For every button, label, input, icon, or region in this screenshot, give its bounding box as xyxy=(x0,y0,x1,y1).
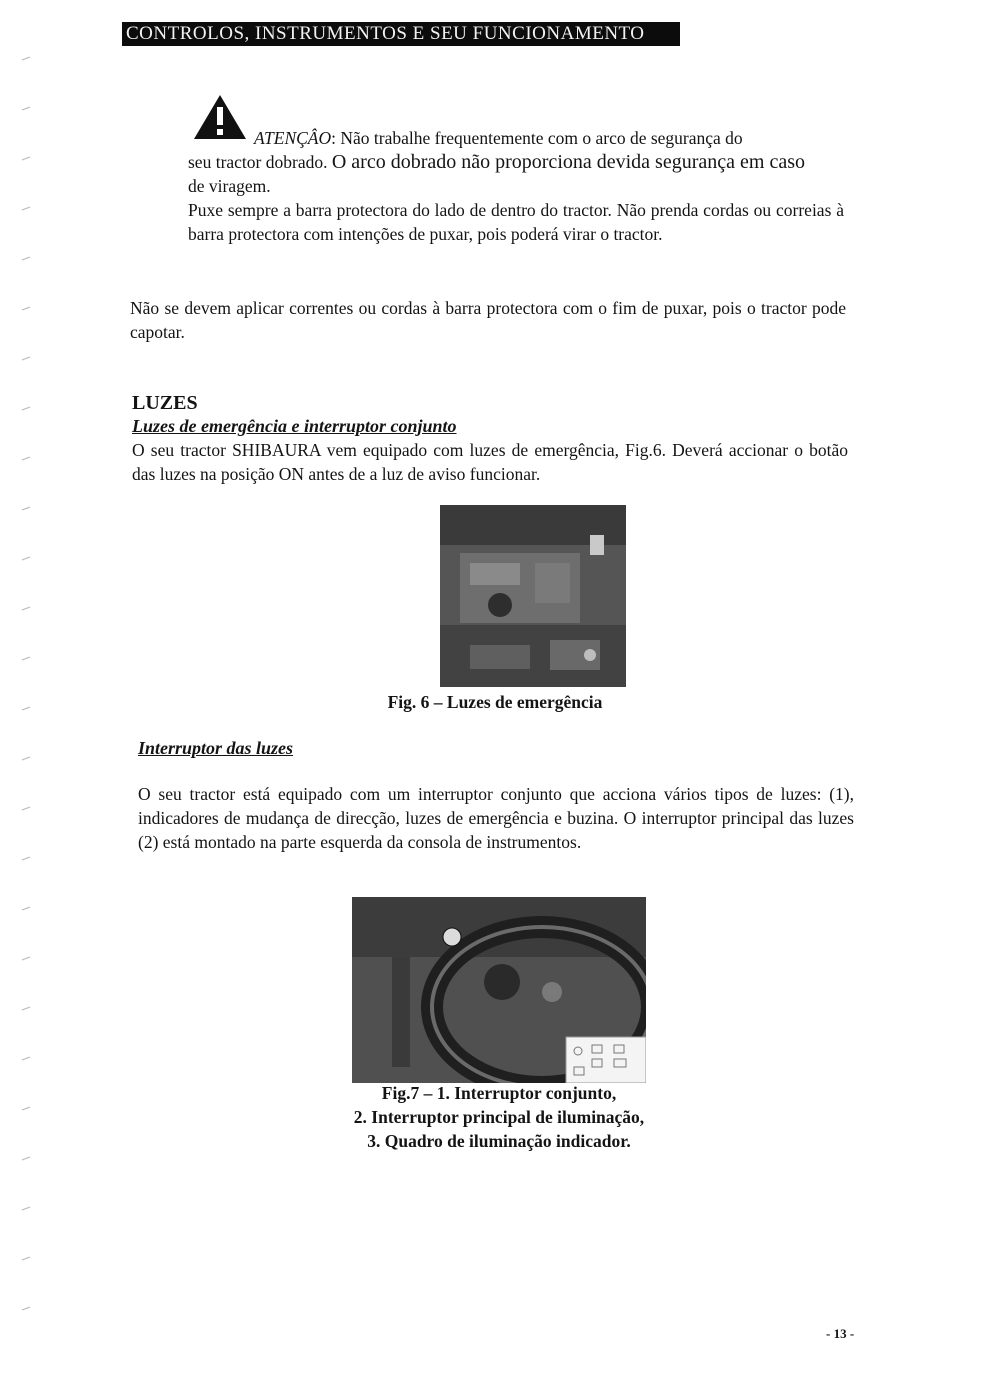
subsection-title: Interruptor das luzes xyxy=(138,738,294,758)
fig7-photo xyxy=(352,897,646,1083)
note-paragraph: Não se devem aplicar correntes ou cordas à barra protectora com o fim de puxar, pois o tractor pode capotar. xyxy=(130,298,846,342)
page-header-title: CONTROLOS, INSTRUMENTOS E SEU FUNCIONAMENTO xyxy=(122,22,680,46)
warning-triangle-icon xyxy=(192,93,248,143)
fig6-photo xyxy=(440,505,626,687)
section-title: LUZES xyxy=(132,392,198,414)
warning-label: ATENÇÂO xyxy=(254,128,332,148)
fig7-caption-line-3: 3. Quadro de iluminação indicador. xyxy=(367,1131,631,1151)
fig7-caption-line-1: Fig.7 – 1. Interruptor conjunto, xyxy=(381,1083,617,1103)
warning-line-2b: O arco dobrado não proporciona devida segurança em caso xyxy=(331,151,805,173)
warning-paragraph-2: Puxe sempre a barra protectora do lado de dentro do tractor. Não prenda cordas ou correias à barra protectora com intenções de puxar, pois poderá virar o tractor. xyxy=(188,200,844,244)
section-subheading: Luzes de emergência e interruptor conjunto xyxy=(132,416,457,436)
scan-edge-marks xyxy=(12,40,42,1360)
warning-body xyxy=(188,150,844,246)
warning-line-1-text: : Não trabalhe frequentemente com o arco de segurança do xyxy=(331,128,743,148)
fig7-caption xyxy=(300,1081,698,1153)
warning-line-3: de viragem. xyxy=(188,176,271,196)
subsection-body: O seu tractor está equipado com um interruptor conjunto que acciona vários tipos de luzes: (1), indicadores de mudança de direcção, luzes de emergência e buzina. O interruptor principal das luzes (2) está montado na parte esquerda da consola de instrumentos. xyxy=(138,784,854,852)
warning-line-2 xyxy=(188,150,844,174)
fig7-caption-line-2: 2. Interruptor principal de iluminação, xyxy=(353,1107,645,1127)
warning-line-1 xyxy=(254,126,844,150)
warning-line-2a: seu tractor dobrado. xyxy=(188,152,332,172)
section-body: O seu tractor SHIBAURA vem equipado com luzes de emergência, Fig.6. Deverá accionar o botão das luzes na posição ON antes de a luz de aviso funcionar. xyxy=(132,440,848,484)
fig6-caption: Fig. 6 – Luzes de emergência xyxy=(387,692,603,712)
page-number: - 13 - xyxy=(826,1326,855,1341)
